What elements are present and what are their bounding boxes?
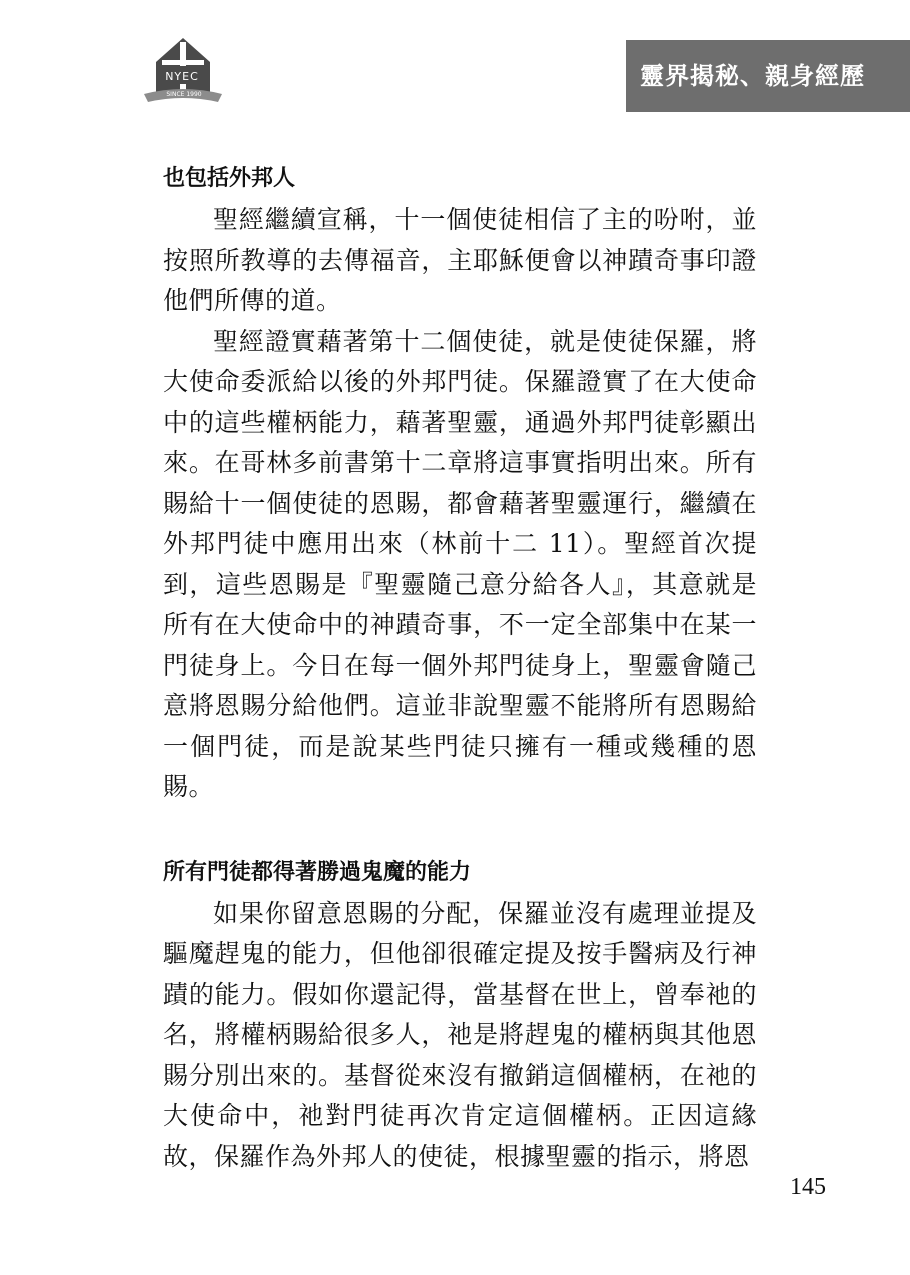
section-heading: 所有門徒都得著勝過鬼魔的能力 xyxy=(163,859,472,885)
running-header-title: 靈界揭秘、親身經歷 xyxy=(626,40,910,112)
body-paragraph: 聖經繼續宣稱，十一個使徒相信了主的吩咐，並按照所教導的去傳福音，主耶穌便會以神蹟奇事印證他們所傳的道。 xyxy=(163,205,757,315)
body-paragraph: 如果你留意恩賜的分配，保羅並沒有處理並提及驅魔趕鬼的能力，但他卻很確定提及按手醫病及行神蹟的能力。假如你還記得，當基督在世上，曾奉祂的名，將權柄賜給很多人，祂是將趕鬼的權柄與其他恩賜分別出來的。基督從來沒有撤銷這個權柄，在祂的大使命中，祂對門徒再次肯定這個權柄。正因這緣故，保羅作為外邦人的使徒，根據聖靈的指示，將恩 xyxy=(163,898,757,1171)
page-number: 145 xyxy=(790,1174,826,1200)
logo-wordmark: NYEC xyxy=(165,70,199,83)
section-heading: 也包括外邦人 xyxy=(163,166,296,191)
logo-since-text: SINCE 1990 xyxy=(166,91,202,98)
body-paragraph: 聖經證實藉著第十二個使徒，就是使徒保羅，將大使命委派給以後的外邦門徒。保羅證實了在大使命中的這些權柄能力，藉著聖靈，通過外邦門徒彰顯出來。在哥林多前書第十二章將這事實指明出來。所有賜給十一個使徒的恩賜，都會藉著聖靈運行，繼續在外邦門徒中應用出來（林前十二 11）。聖經首次提到，這些恩賜是『聖靈隨己意分給各人』，其意就是所有在大使命中的神蹟奇事，不一定全部集中在某一門徒身上。今日在每一個外邦門徒身上，聖靈會隨己意將恩賜分給他們。這並非說聖靈不能將所有恩賜給一個門徒，而是說某些門徒只擁有一種或幾種的恩賜。 xyxy=(163,326,757,801)
page-body xyxy=(163,158,757,1177)
